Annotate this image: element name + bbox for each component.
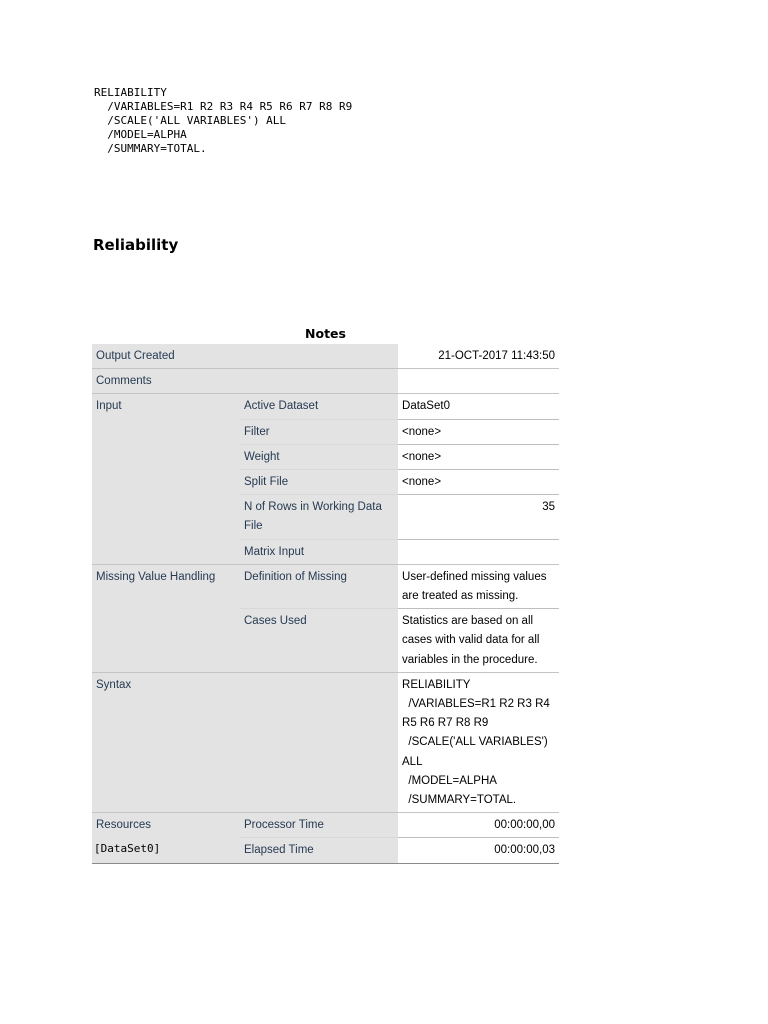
notes-table <box>92 344 559 864</box>
row-group-label-input: Input <box>92 394 240 564</box>
filter-value: <none> <box>398 419 559 444</box>
row-label-split-file: Split File <box>240 470 398 495</box>
syntax-value-line: /MODEL=ALPHA <box>402 774 497 787</box>
row-label-processor-time: Processor Time <box>240 813 398 838</box>
row-label-weight: Weight <box>240 444 398 469</box>
syntax-command-block <box>94 86 352 156</box>
active-dataset-value: DataSet0 <box>398 394 559 419</box>
row-label-cases-used: Cases Used <box>240 609 398 673</box>
row-group-label-missing-value-handling: Missing Value Handling <box>92 564 240 672</box>
cases-used-value: Statistics are based on all cases with valid data for all variables in the procedure. <box>398 609 559 673</box>
matrix-input-value <box>398 539 559 564</box>
row-label-comments: Comments <box>92 369 398 394</box>
syntax-value-line: RELIABILITY <box>402 678 471 691</box>
row-label-matrix-input: Matrix Input <box>240 539 398 564</box>
table-row <box>92 344 559 369</box>
row-group-label-resources: Resources <box>92 813 240 863</box>
syntax-line: RELIABILITY <box>94 86 167 99</box>
syntax-value <box>398 672 559 812</box>
table-row <box>92 394 559 419</box>
table-row <box>92 369 559 394</box>
notes-table-title: Notes <box>305 326 346 341</box>
row-label-active-dataset: Active Dataset <box>240 394 398 419</box>
table-row <box>92 564 559 608</box>
elapsed-time-value: 00:00:00,03 <box>398 838 559 863</box>
syntax-value-line: R5 R6 R7 R8 R9 <box>402 717 489 730</box>
row-label-definition-of-missing: Definition of Missing <box>240 564 398 608</box>
syntax-line: /MODEL=ALPHA <box>94 128 187 141</box>
syntax-value-line: /VARIABLES=R1 R2 R3 R4 <box>402 698 550 711</box>
definition-of-missing-value: User-defined missing values are treated as missing. <box>398 564 559 608</box>
row-label-syntax: Syntax <box>92 672 398 812</box>
row-label-filter: Filter <box>240 419 398 444</box>
syntax-line: /SCALE('ALL VARIABLES') ALL <box>94 114 287 127</box>
syntax-value-line: ALL <box>402 755 423 768</box>
section-heading: Reliability <box>93 236 179 254</box>
weight-value: <none> <box>398 444 559 469</box>
row-label-n-rows: N of Rows in Working Data File <box>240 495 398 539</box>
row-label-output-created: Output Created <box>92 344 398 369</box>
dataset-label: [DataSet0] <box>94 842 161 855</box>
comments-value <box>398 369 559 394</box>
row-label-elapsed-time: Elapsed Time <box>240 838 398 863</box>
table-row <box>92 813 559 838</box>
table-row <box>92 672 559 812</box>
syntax-line: /VARIABLES=R1 R2 R3 R4 R5 R6 R7 R8 R9 <box>94 100 353 113</box>
syntax-value-line: /SCALE('ALL VARIABLES') <box>402 736 548 749</box>
n-rows-value: 35 <box>398 495 559 539</box>
output-created-value: 21-OCT-2017 11:43:50 <box>398 344 559 369</box>
processor-time-value: 00:00:00,00 <box>398 813 559 838</box>
syntax-value-line: /SUMMARY=TOTAL. <box>402 794 517 807</box>
syntax-line: /SUMMARY=TOTAL. <box>94 142 207 155</box>
split-file-value: <none> <box>398 470 559 495</box>
